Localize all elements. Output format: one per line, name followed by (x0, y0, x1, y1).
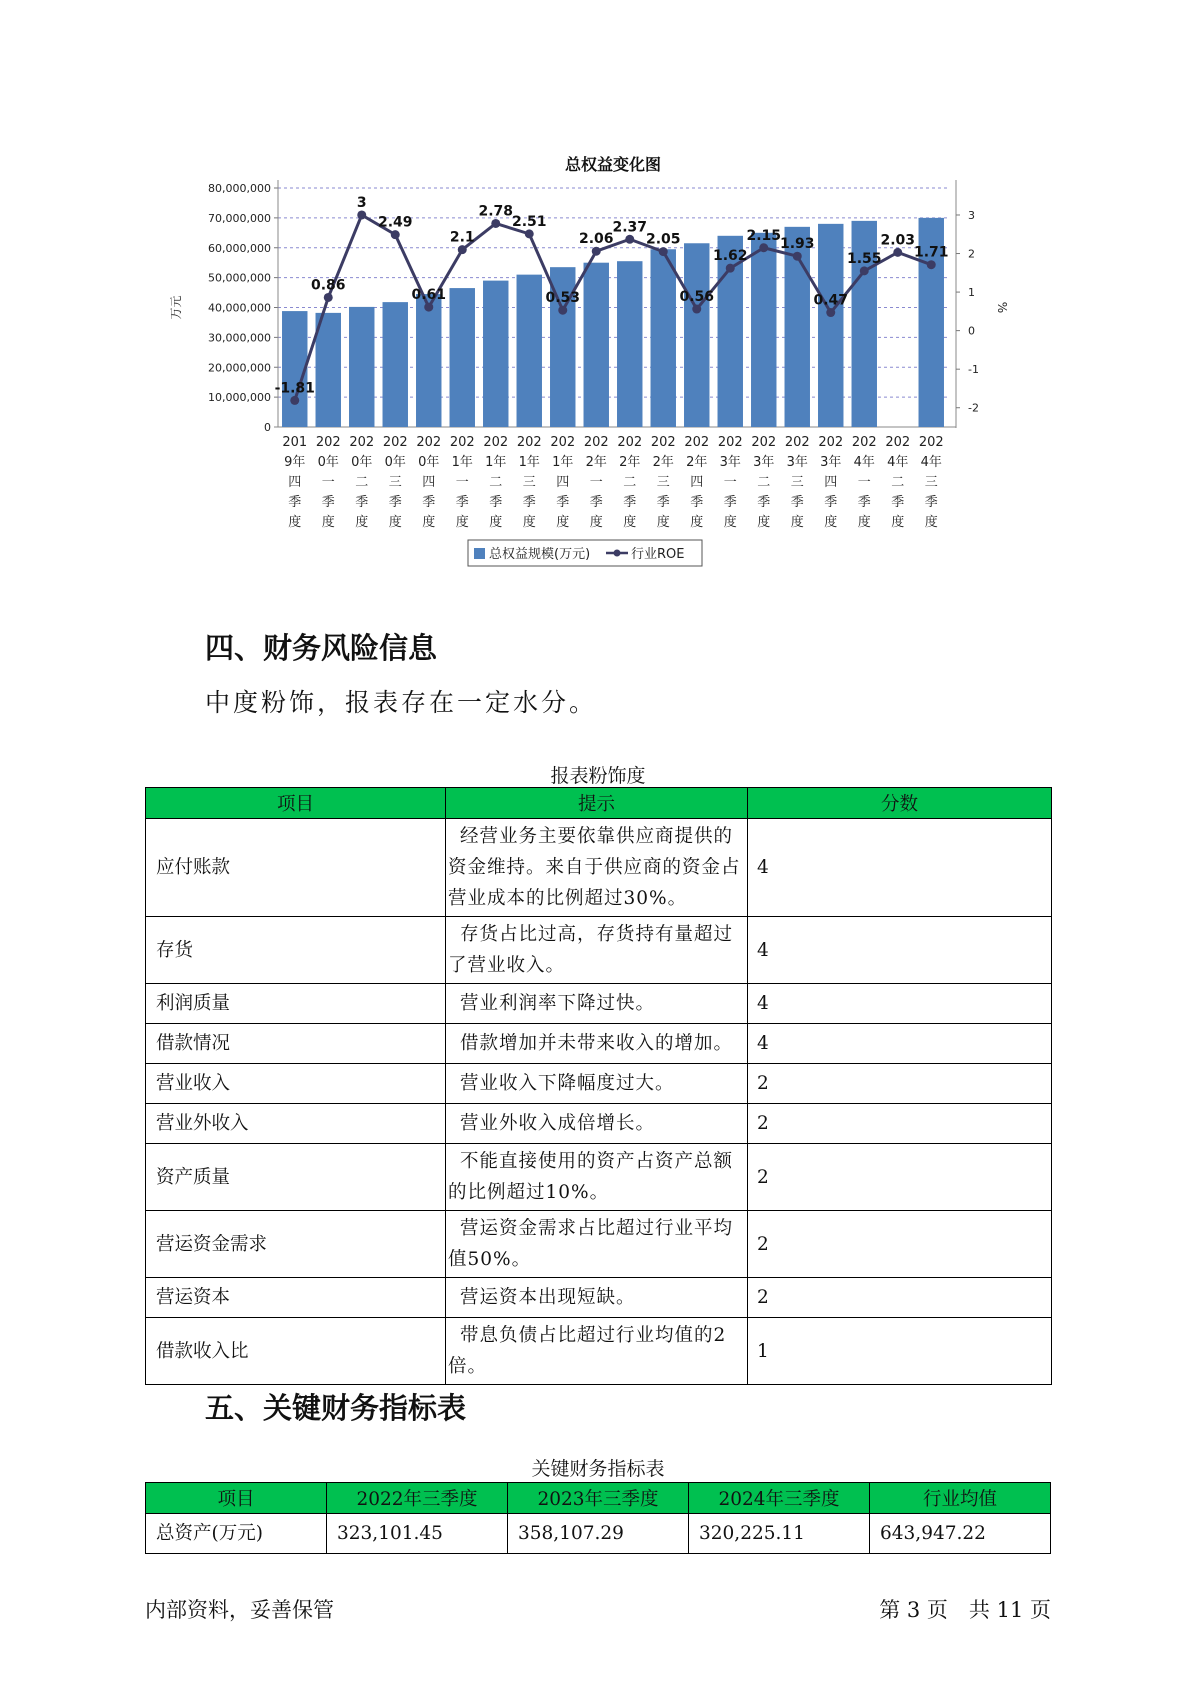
left-tick-label: 50,000,000 (208, 271, 271, 285)
right-tick-label: 2 (968, 247, 975, 261)
roe-data-label: 2.37 (612, 219, 648, 236)
footer-page-number: 第 3 页 共 11 页 (879, 1598, 1051, 1622)
left-axis-title: 万元 (169, 295, 183, 320)
left-tick-label: 40,000,000 (208, 301, 271, 315)
legend-line-marker (614, 550, 621, 557)
equity-chart (160, 140, 1020, 600)
risk-table-header (146, 788, 1052, 819)
row-item: 存货 (146, 917, 446, 984)
roe-point (726, 264, 735, 273)
roe-data-label: 2.1 (449, 229, 475, 246)
row-item: 营业收入 (146, 1064, 446, 1104)
legend-bar-swatch (474, 548, 485, 559)
x-tick-label: 202 1年一季度 (449, 435, 475, 530)
row-hint: 不能直接使用的资产占资产总额的比例超过10%。 (446, 1144, 748, 1211)
table-row (146, 1104, 1052, 1144)
bar (349, 307, 374, 427)
bar (751, 233, 776, 427)
roe-point (592, 247, 601, 256)
roe-point (290, 396, 299, 405)
roe-point (525, 229, 534, 238)
row-hint: 营业收入下降幅度过大。 (446, 1064, 748, 1104)
roe-data-label: 2.78 (478, 203, 514, 220)
x-tick-label: 202 0年四季度 (416, 435, 442, 530)
footer-confidential: 内部资料，妥善保管 (145, 1598, 334, 1622)
row-score: 2 (748, 1278, 1052, 1318)
roe-data-label: 0.56 (679, 289, 715, 306)
row-score: 2 (748, 1064, 1052, 1104)
row-hint: 营运资本出现短缺。 (446, 1278, 748, 1318)
roe-data-label: 1.93 (779, 236, 815, 253)
x-tick-label: 202 0年一季度 (315, 435, 341, 530)
header-item: 项目 (146, 788, 446, 819)
x-tick-label: 202 3年三季度 (784, 435, 810, 530)
header-2024q3: 2024年三季度 (689, 1483, 870, 1514)
chart-title: 总权益变化图 (564, 155, 662, 174)
table-row (146, 984, 1052, 1024)
roe-point (893, 248, 902, 257)
x-tick-label: 202 4年二季度 (885, 435, 911, 530)
header-industry-avg: 行业均值 (870, 1483, 1051, 1514)
bar (684, 243, 709, 427)
legend-bar-label: 总权益规模(万元) (489, 547, 591, 562)
roe-data-label: 2.05 (645, 231, 681, 248)
roe-point (826, 308, 835, 317)
row-hint: 借款增加并未带来收入的增加。 (446, 1024, 748, 1064)
roe-data-label: 0.86 (310, 277, 346, 294)
roe-point (659, 247, 668, 256)
roe-data-label: 0.53 (545, 290, 581, 307)
header-score: 分数 (748, 788, 1052, 819)
row-item: 借款收入比 (146, 1318, 446, 1385)
risk-table (145, 787, 1052, 1385)
roe-point (558, 306, 567, 315)
legend-line-label: 行业ROE (631, 547, 685, 562)
roe-data-label: 0.47 (813, 292, 849, 309)
bar (617, 261, 642, 427)
header-2022q3: 2022年三季度 (327, 1483, 508, 1514)
bar (416, 294, 441, 427)
x-tick-label: 202 3年四季度 (818, 435, 844, 530)
left-tick-label: 30,000,000 (208, 331, 271, 345)
roe-data-label: 1.71 (913, 244, 949, 261)
bar (316, 313, 341, 427)
left-tick-label: 10,000,000 (208, 391, 271, 405)
x-tick-label: 202 0年二季度 (349, 435, 375, 530)
table-row (146, 1144, 1052, 1211)
bar (450, 288, 475, 427)
table-row (146, 1211, 1052, 1278)
row-score: 4 (748, 984, 1052, 1024)
roe-point (860, 266, 869, 275)
row-hint: 存货占比过高，存货持有量超过了营业收入。 (446, 917, 748, 984)
roe-point (491, 219, 500, 228)
x-tick-label: 202 3年二季度 (751, 435, 777, 530)
x-tick-label: 202 1年四季度 (550, 435, 576, 530)
x-tick-label: 202 3年一季度 (717, 435, 743, 530)
row-score: 4 (748, 1024, 1052, 1064)
row-score: 2 (748, 1211, 1052, 1278)
row-item: 应付账款 (146, 819, 446, 917)
header-2023q3: 2023年三季度 (508, 1483, 689, 1514)
roe-data-label: 2.15 (746, 227, 782, 244)
right-tick-label: 0 (968, 324, 975, 338)
bar (383, 302, 408, 427)
row-score: 4 (748, 917, 1052, 984)
roe-data-label: 2.51 (511, 213, 547, 230)
row-hint: 带息负债占比超过行业均值的2倍。 (446, 1318, 748, 1385)
row-item: 营运资金需求 (146, 1211, 446, 1278)
roe-data-label: 3 (356, 194, 367, 211)
key-metrics-table (145, 1482, 1051, 1554)
row-score: 2 (748, 1104, 1052, 1144)
row-value-2023q3: 358,107.29 (508, 1514, 689, 1554)
roe-point (759, 243, 768, 252)
roe-point (927, 260, 936, 269)
row-item: 总资产(万元) (146, 1514, 327, 1554)
left-tick-label: 70,000,000 (208, 211, 271, 225)
section-4-heading: 四、财务风险信息 (205, 631, 438, 665)
row-value-2022q3: 323,101.45 (327, 1514, 508, 1554)
row-item: 营业外收入 (146, 1104, 446, 1144)
table-row (146, 1024, 1052, 1064)
bar (517, 275, 542, 427)
row-value-2024q3: 320,225.11 (689, 1514, 870, 1554)
roe-data-label: 2.49 (377, 214, 413, 231)
row-score: 2 (748, 1144, 1052, 1211)
table-row (146, 1514, 1051, 1554)
right-axis-title: % (995, 301, 1009, 314)
row-score: 4 (748, 819, 1052, 917)
bar (584, 263, 609, 427)
header-hint: 提示 (446, 788, 748, 819)
bar (651, 249, 676, 427)
header-item: 项目 (146, 1483, 327, 1514)
roe-data-label: 2.03 (880, 232, 916, 249)
row-item: 营运资本 (146, 1278, 446, 1318)
roe-point (324, 293, 333, 302)
roe-point (793, 252, 802, 261)
table-row (146, 1318, 1052, 1385)
row-hint: 营运资金需求占比超过行业平均值50%。 (446, 1211, 748, 1278)
roe-point (625, 235, 634, 244)
roe-data-label: 2.06 (578, 231, 614, 248)
risk-summary: 中度粉饰，报表存在一定水分。 (205, 688, 598, 717)
risk-table-caption: 报表粉饰度 (550, 765, 646, 787)
row-item: 利润质量 (146, 984, 446, 1024)
table-row (146, 917, 1052, 984)
roe-point (391, 230, 400, 239)
row-item: 资产质量 (146, 1144, 446, 1211)
row-item: 借款情况 (146, 1024, 446, 1064)
left-tick-label: 80,000,000 (208, 182, 271, 195)
row-hint: 营业利润率下降过快。 (446, 984, 748, 1024)
row-hint: 营业外收入成倍增长。 (446, 1104, 748, 1144)
key-table-header (146, 1483, 1051, 1514)
right-tick-label: -1 (968, 363, 979, 377)
x-tick-label: 202 2年三季度 (650, 435, 676, 530)
roe-data-label: -1.81 (274, 380, 315, 397)
left-tick-label: 0 (264, 421, 271, 434)
x-tick-label: 201 9年四季度 (282, 435, 308, 530)
row-hint: 经营业务主要依靠供应商提供的资金维持。来自于供应商的资金占营业成本的比例超过30%。 (446, 819, 748, 917)
roe-data-label: 1.62 (712, 248, 748, 265)
x-tick-label: 202 2年一季度 (583, 435, 609, 530)
x-tick-label: 202 2年二季度 (617, 435, 643, 530)
table-row (146, 1278, 1052, 1318)
roe-data-label: 1.55 (846, 250, 882, 267)
x-tick-label: 202 2年四季度 (684, 435, 710, 530)
roe-point (692, 305, 701, 314)
row-score: 1 (748, 1318, 1052, 1385)
roe-point (357, 210, 366, 219)
roe-point (458, 245, 467, 254)
x-tick-label: 202 1年二季度 (483, 435, 509, 530)
x-tick-label: 202 1年三季度 (516, 435, 542, 530)
section-5-heading: 五、关键财务指标表 (205, 1391, 467, 1425)
bar (483, 281, 508, 427)
right-tick-label: 3 (968, 208, 975, 222)
roe-point (424, 303, 433, 312)
key-table-caption: 关键财务指标表 (531, 1458, 665, 1480)
x-tick-label: 202 4年一季度 (851, 435, 877, 530)
table-row (146, 1064, 1052, 1104)
row-value-industry-avg: 643,947.22 (870, 1514, 1051, 1554)
roe-data-label: 0.61 (411, 287, 447, 304)
left-tick-label: 20,000,000 (208, 361, 271, 375)
x-tick-label: 202 4年三季度 (918, 435, 944, 530)
left-tick-label: 60,000,000 (208, 241, 271, 255)
x-tick-label: 202 0年三季度 (382, 435, 408, 530)
right-tick-label: 1 (968, 286, 975, 300)
bar (818, 224, 843, 427)
table-row (146, 819, 1052, 917)
right-tick-label: -2 (968, 401, 979, 415)
